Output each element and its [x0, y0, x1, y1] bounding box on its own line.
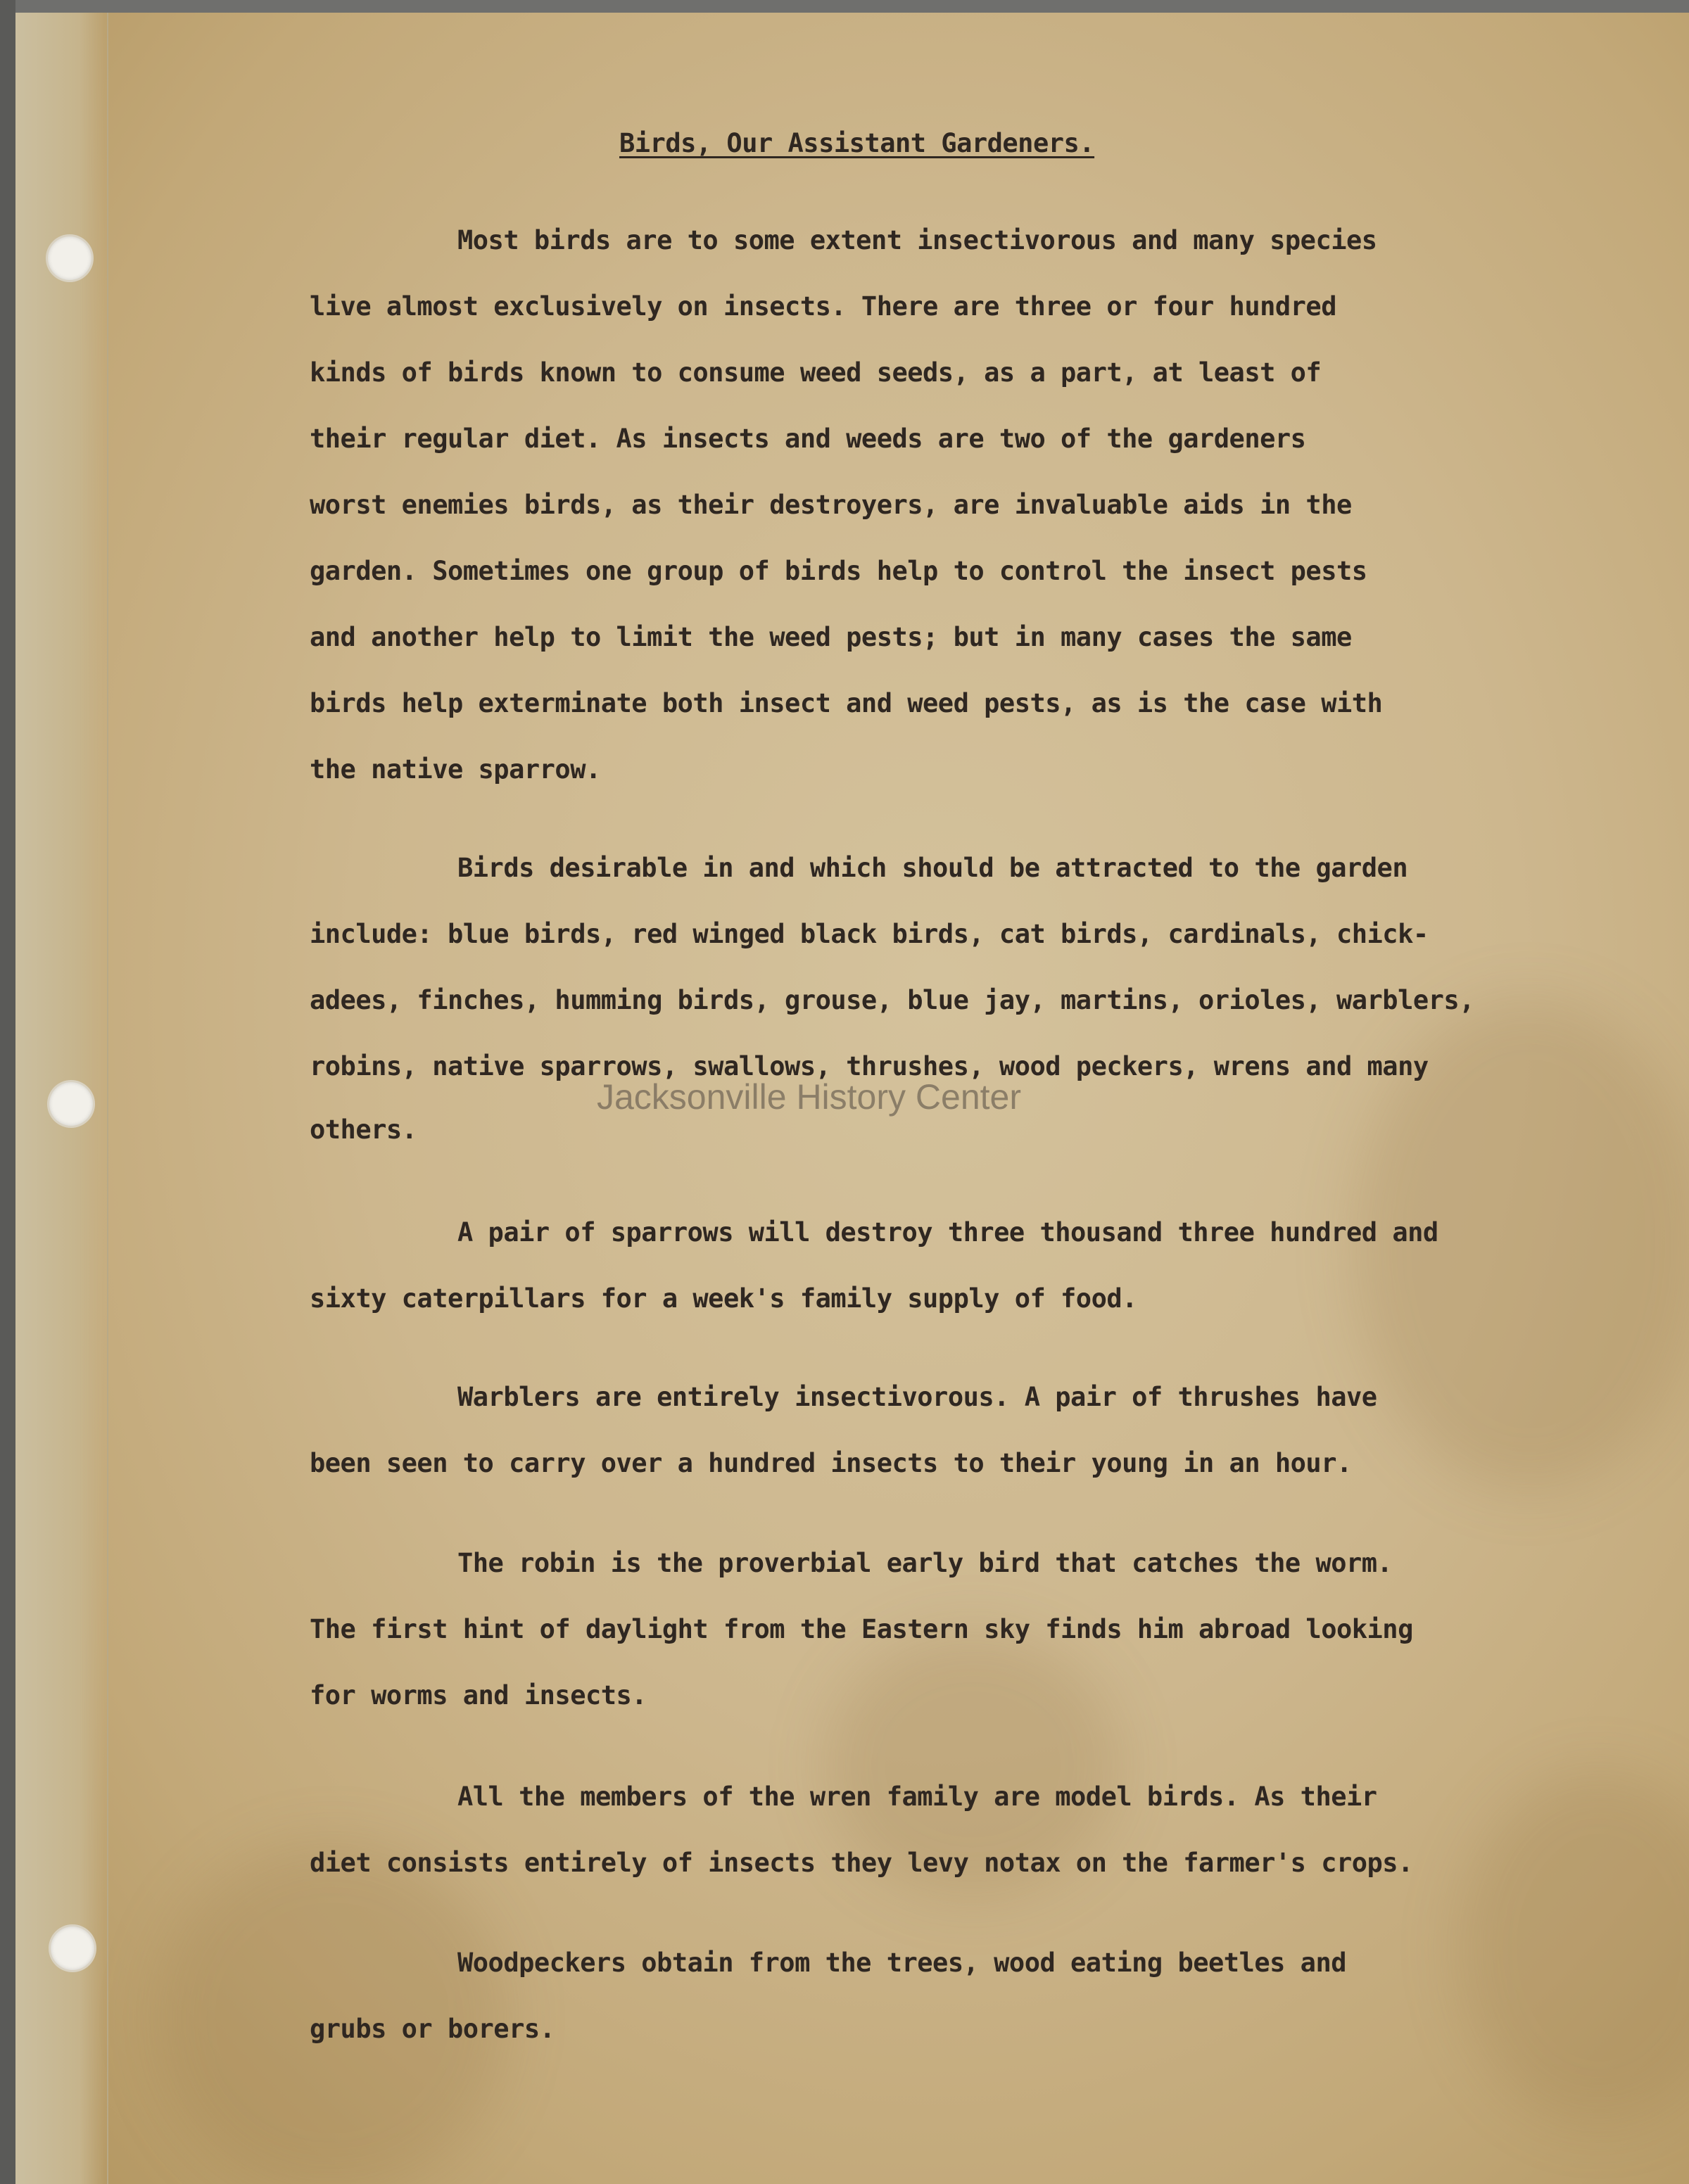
text-line: Birds desirable in and which should be attracted to the garden [457, 853, 1408, 883]
text-line: Most birds are to some extent insectivorous and many species [457, 225, 1377, 255]
scan-border-left [0, 0, 15, 2184]
text-line: robins, native sparrows, swallows, thrushes, wood peckers, wrens and many [310, 1051, 1429, 1081]
text-line: Warblers are entirely insectivorous. A pair of thrushes have [457, 1382, 1377, 1412]
text-line: kinds of birds known to consume weed seeds, as a part, at least of [310, 357, 1322, 388]
text-line: adees, finches, humming birds, grouse, blue jay, martins, orioles, warblers, [310, 985, 1474, 1015]
text-line: others. [310, 1115, 417, 1145]
text-line: The robin is the proverbial early bird that catches the worm. [457, 1548, 1393, 1578]
text-line: the native sparrow. [310, 754, 601, 785]
text-line: birds help exterminate both insect and weed pests, as is the case with [310, 688, 1383, 718]
punch-hole-top [48, 236, 91, 280]
watermark: Jacksonville History Center [597, 1077, 1021, 1117]
text-line: A pair of sparrows will destroy three thousand three hundred and [457, 1217, 1438, 1247]
text-line: grubs or borers. [310, 2014, 555, 2044]
text-line: worst enemies birds, as their destroyers, are invaluable aids in the [310, 490, 1352, 520]
text-line: their regular diet. As insects and weeds are two of the gardeners [310, 424, 1306, 454]
text-line: The first hint of daylight from the Eastern sky finds him abroad looking [310, 1614, 1413, 1644]
stain [1458, 1772, 1689, 2123]
text-line: diet consists entirely of insects they levy notax on the farmer's crops. [310, 1848, 1413, 1878]
stain [156, 1842, 508, 2184]
scan-border-top [0, 0, 1689, 13]
punch-hole-middle [49, 1082, 93, 1126]
text-line: Woodpeckers obtain from the trees, wood eating beetles and [457, 1948, 1347, 1978]
text-line: for worms and insects. [310, 1680, 647, 1710]
text-line: live almost exclusively on insects. There are three or four hundred [310, 291, 1336, 322]
text-line: garden. Sometimes one group of birds help to control the insect pests [310, 556, 1367, 586]
text-line: All the members of the wren family are model birds. As their [457, 1782, 1377, 1812]
document-title: Birds, Our Assistant Gardeners. [619, 128, 1095, 158]
punch-hole-bottom [51, 1926, 94, 1970]
text-line: sixty caterpillars for a week's family supply of food. [310, 1283, 1137, 1314]
text-line: and another help to limit the weed pests; but in many cases the same [310, 622, 1352, 652]
text-line: been seen to carry over a hundred insects to their young in an hour. [310, 1448, 1352, 1478]
text-line: include: blue birds, red winged black birds, cat birds, cardinals, chick- [310, 919, 1429, 949]
